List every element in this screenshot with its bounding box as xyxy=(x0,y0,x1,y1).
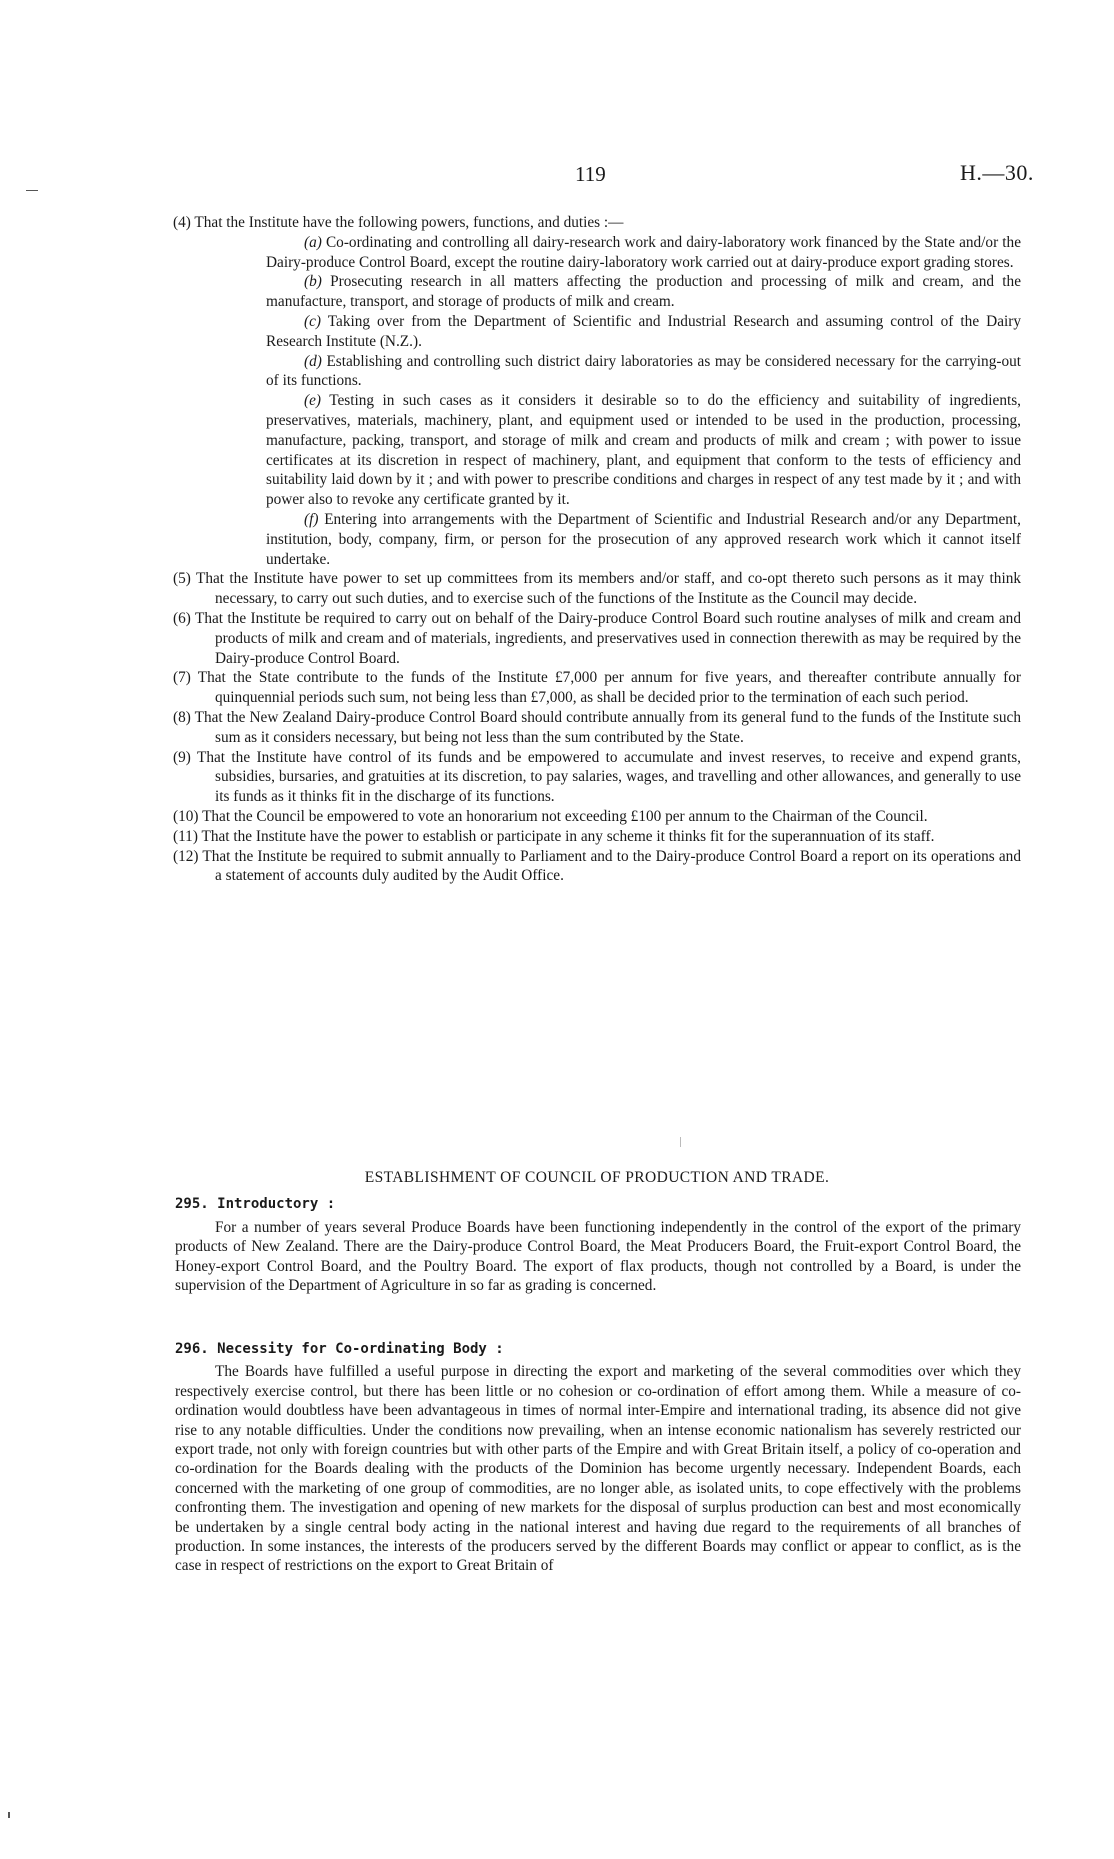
item-text: That the Council be empowered to vote an honorarium not exceeding £100 per annum to the Chairman of the Council. xyxy=(202,807,928,825)
sub-letter: (c) xyxy=(304,312,321,330)
item-text: That the Institute have power to set up committees from its members and/or staff, and co-opt thereto such persons as it may think necessary, to carry out such duties, and to exercise such of the functions of the Institute as the Council may decide. xyxy=(195,570,1021,608)
resolutions-list xyxy=(173,213,1021,886)
item-number: (8) xyxy=(173,708,191,726)
sub-text: Co-ordinating and controlling all dairy-research work and dairy-laboratory work financed by the State and/or the Dairy-produce Control Board, except the routine dairy-laboratory work carried out at dairy-produce export grading stores. xyxy=(266,233,1021,271)
list-item xyxy=(173,668,1021,708)
sub-item xyxy=(266,312,1021,352)
item-number: (12) xyxy=(173,847,199,865)
list-item xyxy=(173,748,1021,807)
sub-item xyxy=(266,233,1021,273)
sub-text: Testing in such cases as it considers it desirable so to do the efficiency and suitability of ingredients, preservatives, materials, machinery, plant, and equipment used or intended to be used in the production, processing, manufacture, packing, transport, and storage of milk and cream and products of milk and cream ; with power to issue certificates at its discretion in respect of machinery, plant, and equipment that conform to the tests of efficiency and suitability laid down by it ; and with power to prescribe conditions and charges in respect of any test made by it ; and with power also to revoke any certificate granted by it. xyxy=(266,392,1021,509)
list-item xyxy=(173,213,1021,233)
sub-letter: (e) xyxy=(304,392,321,410)
list-item xyxy=(173,569,1021,609)
section-296 xyxy=(175,1340,1021,1576)
sub-letter: (b) xyxy=(304,273,322,291)
sub-text: Establishing and controlling such district dairy laboratories as may be considered necessary for the carrying-out of its functions. xyxy=(266,352,1021,390)
item-number: (7) xyxy=(173,669,191,687)
item-text: That the Institute have control of its funds and be empowered to accumulate and invest reserves, to receive and expend grants, subsidies, bursaries, and gratuities at its discretion, to pay salaries, wages, and travelling and other allowances, and generally to use its funds as it thinks fit in the discharge of its functions. xyxy=(196,748,1021,806)
sub-item xyxy=(266,352,1021,392)
item-number: (9) xyxy=(173,748,191,766)
paragraph-heading: 296. Necessity for Co-ordinating Body : xyxy=(175,1341,504,1357)
item-number: (11) xyxy=(173,827,198,845)
list-item xyxy=(173,708,1021,748)
section-heading: ESTABLISHMENT OF COUNCIL OF PRODUCTION AND TRADE. xyxy=(364,1169,830,1186)
item-number: (10) xyxy=(173,807,199,825)
list-item xyxy=(173,807,1021,827)
sub-text: Taking over from the Department of Scientific and Industrial Research and assuming control of the Dairy Research Institute (N.Z.). xyxy=(266,312,1021,350)
list-item xyxy=(173,827,1021,847)
item-text: That the Institute have the following powers, functions, and duties :— xyxy=(194,214,624,231)
section-295 xyxy=(175,1195,1021,1296)
margin-dot xyxy=(8,1812,10,1818)
sub-letter: (f) xyxy=(304,510,319,528)
paragraph-text: For a number of years several Produce Boards have been functioning independently in the control of the export of the primary products of New Zealand. There are the Dairy-produce Control Board, the Meat Producers Board, the Fruit-export Control Board, the Honey-export Control Board, and the Poultry Board. The export of flax products, though not controlled by a Board, is under the supervision of the Department of Agriculture in so far as grading is concerned. xyxy=(175,1218,1021,1294)
item-text: That the Institute be required to carry out on behalf of the Dairy-produce Control Board such routine analyses of milk and cream and products of milk and cream and of materials, ingredients, and preservatives used in connection therewith as may be required by the Dairy-produce Control Board. xyxy=(194,609,1021,667)
list-item xyxy=(173,847,1021,887)
page-number: 119 xyxy=(575,162,606,186)
item-text: That the State contribute to the funds of the Institute £7,000 per annum for five years, and thereafter contribute annually for quinquennial periods such sum, not being less than £7,000, as shall be decided prior to the termination of each such period. xyxy=(197,669,1021,707)
item-number: (5) xyxy=(173,570,191,588)
list-item xyxy=(173,609,1021,668)
divider xyxy=(680,1137,681,1147)
sub-item xyxy=(266,272,1021,312)
paragraph-text: The Boards have fulfilled a useful purpose in directing the export and marketing of the several commodities over which they respectively exercise control, but there has been little or no cohesion or co-ordination of effort among them. While a measure of co-ordination would doubtless have been advantageous in times of normal inter-Empire and international trading, its absence did not give rise to any notable difficulties. Under the conditions now prevailing, when an intense economic nationalism has severely restricted our export trade, not only with foreign countries but with other parts of the Empire and with Great Britain itself, a policy of co-operation and co-ordination for the Boards dealing with the products of the Dominion has become urgently necessary. Independent Boards, each concerned with the marketing of one group of commodities, are no longer able, as isolated units, to cope effectively with the problems confronting them. The investigation and opening of new markets for the disposal of surplus production can best and most economically be undertaken by a single central body acting in the national interest and having due regard to the requirements of all branches of production. In some instances, the interests of the producers served by the different Boards may conflict or appear to conflict, as is the case in respect of restrictions on the export to Great Britain of xyxy=(175,1363,1021,1575)
sub-item xyxy=(266,510,1021,569)
sub-letter: (a) xyxy=(304,233,322,251)
item-text: That the Institute be required to submit annually to Parliament and to the Dairy-produce Control Board a report on its operations and a statement of accounts duly audited by the Audit Office. xyxy=(202,847,1021,885)
item-text: That the Institute have the power to establish or participate in any scheme it thinks fit for the superannuation of its staff. xyxy=(201,827,935,845)
sub-text: Entering into arrangements with the Department of Scientific and Industrial Research and/or any Department, institution, body, company, firm, or person for the prosecution of any approved research work which it cannot itself undertake. xyxy=(266,510,1021,568)
item-number: (4) xyxy=(173,214,191,231)
item-text: That the New Zealand Dairy-produce Control Board should contribute annually from its general fund to the funds of the Institute such sum as it considers necessary, but being not less than the sum contributed by the State. xyxy=(194,708,1021,746)
document-reference: H.—30. xyxy=(960,160,1034,185)
item-number: (6) xyxy=(173,609,191,627)
sub-letter: (d) xyxy=(304,352,322,370)
sub-item xyxy=(266,391,1021,510)
sub-text: Prosecuting research in all matters affecting the production and processing of milk and cream, and the manufacture, transport, and storage of products of milk and cream. xyxy=(266,273,1021,311)
paragraph-heading: 295. Introductory : xyxy=(175,1196,336,1212)
margin-mark xyxy=(26,190,38,191)
